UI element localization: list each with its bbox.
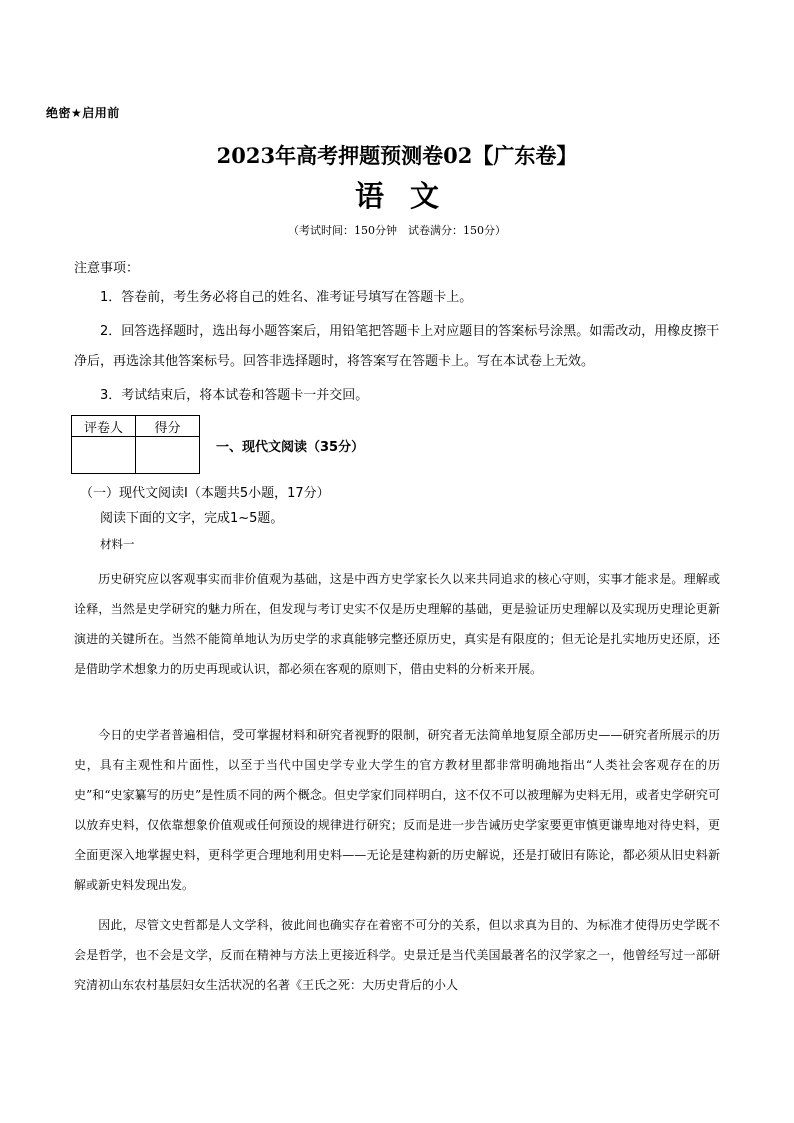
notice-item-2	[74, 317, 724, 377]
confidential-label: 绝密★启用前	[46, 106, 120, 120]
paragraph-1-text: 历史研究应以客观事实而非价值观为基础，这是中西方史学家长久以来共同追求的核心守则，实事才能求是。理解或诠释，当然是史学研究的魅力所在，但发现与考订史实不仅是历史理解的基础，更是验证历史理解以及实现历史理论更新演进的关键所在。当然不能简单地认为历史学的求真能够完整还原历史，真实是有限度的；但无论是扎实地历史还原，还是借助学术想象力的历史再现或认识，都必须在客观的原则下，借由史料的分析来开展。	[74, 572, 720, 676]
section-title: 一、现代文阅读（35分）	[216, 440, 365, 455]
score-cell	[136, 437, 200, 474]
exam-title: 2023年高考押题预测卷02【广东卷】	[216, 143, 578, 168]
grader-table-header	[72, 416, 200, 437]
grader-cell	[72, 437, 136, 474]
subsection-title: （一）现代文阅读Ⅰ（本题共5小题，17分）	[80, 486, 330, 501]
grader-table-row	[72, 437, 200, 474]
notice-item-1	[74, 283, 724, 313]
passage-paragraph-1	[74, 564, 720, 684]
notice-heading: 注意事项：	[74, 261, 140, 276]
paragraph-2-text: 今日的史学者普遍相信，受可掌握材料和研究者视野的限制，研究者无法简单地复原全部历史——研究者所展示的历史，具有主观性和片面性，以至于当代中国史学专业大学生的官方教材里都非常明确地指出“人类社会客观存在的历史”和“史家纂写的历史”是性质不同的两个概念。但史学家们同样明白，这不仅不可以被理解为史料无用，或者史学研究可以放弃史料，仅依靠想象价值观或任何预设的规律进行研究；反而是进一步告诫历史学家要更审慎更谦卑地对待史料，更全面更深入地掌握史料，更科学更合理地利用史料——无论是建构新的历史解说，还是打破旧有陈论，都必须从旧史料新解或新史料发现出发。	[74, 728, 720, 892]
notice-item-3	[74, 381, 724, 411]
paragraph-3-text: 因此，尽管文史哲都是人文学科，彼此间也确实存在着密不可分的关系，但以求真为目的、为标准才使得历史学既不会是哲学，也不会是文学，反而在精神与方法上更接近科学。史景迁是当代美国最著名的汉学家之一，他曾经写过一部研究清初山东农村基层妇女生活状况的名著《王氏之死：大历史背后的小人	[74, 918, 720, 992]
notice-item-1-text: 1．答卷前，考生务必将自己的姓名、准考证号填写在答题卡上。	[100, 290, 473, 305]
passage-paragraph-3	[74, 910, 720, 1000]
notice-item-3-text: 3．考试结束后，将本试卷和答题卡一并交回。	[100, 388, 369, 403]
subject-title: 语文	[354, 179, 465, 213]
notice-item-2-text: 2．回答选择题时，选出每小题答案后，用铅笔把答题卡上对应题目的答案标号涂黑。如需改动，用橡皮擦干净后，再选涂其他答案标号。回答非选择题时，将答案写在答题卡上。写在本试卷上无效。	[74, 324, 720, 369]
grader-header-cell: 评卷人	[72, 416, 136, 437]
passage-paragraph-2	[74, 720, 720, 900]
exam-meta: （考试时间：150分钟 试卷满分：150分）	[288, 224, 506, 237]
material-label: 材料一	[100, 537, 135, 551]
grader-table	[71, 415, 200, 474]
reading-instruction: 阅读下面的文字，完成1~5题。	[100, 511, 284, 526]
score-header-cell: 得分	[136, 416, 200, 437]
